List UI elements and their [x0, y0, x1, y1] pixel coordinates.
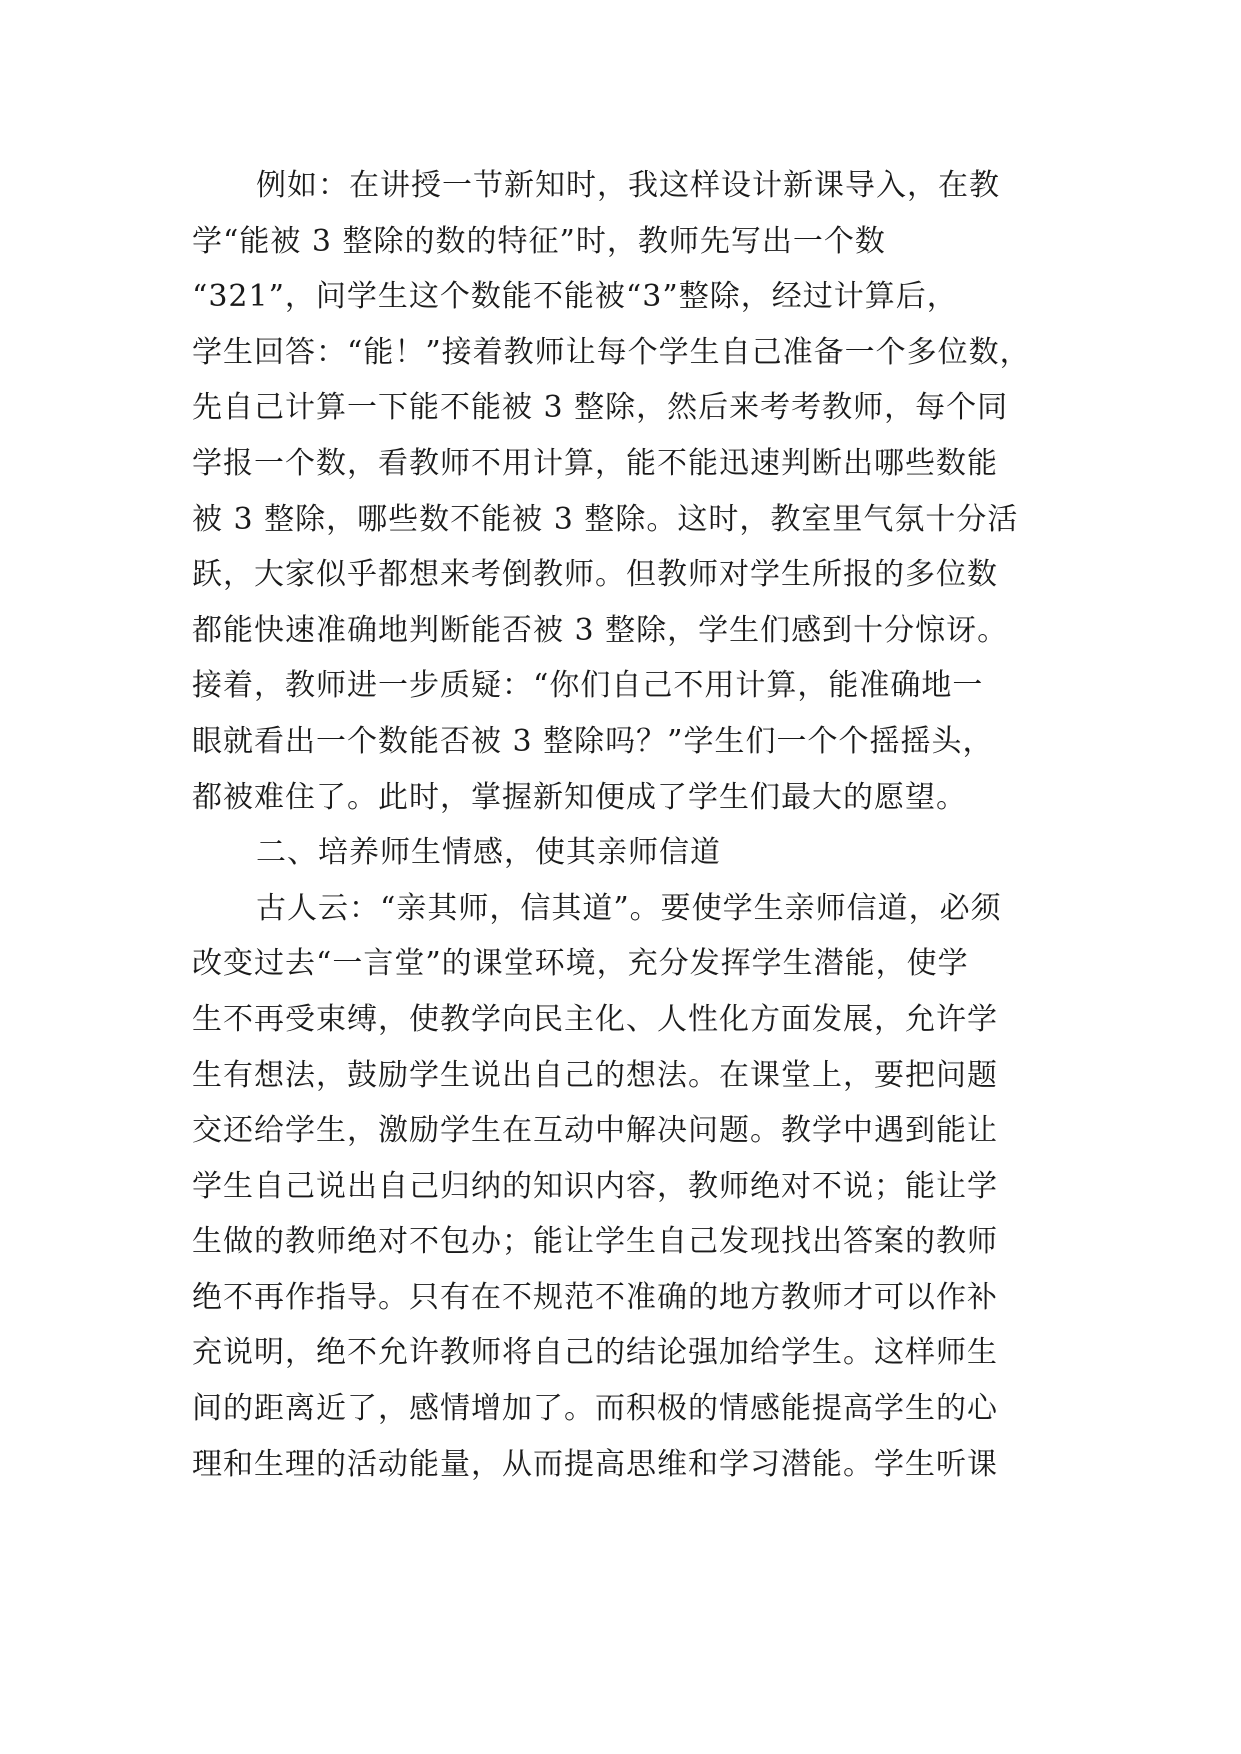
section-heading: 二、培养师生情感，使其亲师信道: [256, 835, 721, 871]
text-line: 生不再受束缚，使教学向民主化、人性化方面发展，允许学: [192, 1001, 998, 1037]
text-line: 绝不再作指导。只有在不规范不准确的地方教师才可以作补: [192, 1279, 998, 1315]
text-line: 先自己计算一下能不能被 3 整除，然后来考考教师，每个同: [192, 390, 1009, 426]
text-line: 理和生理的活动能量，从而提高思维和学习潜能。学生听课: [192, 1446, 998, 1482]
text-line: 眼就看出一个数能否被 3 整除吗？”学生们一个个摇摇头，: [192, 723, 994, 759]
text-line: 间的距离近了，感情增加了。而积极的情感能提高学生的心: [192, 1391, 998, 1427]
text-line: 都能快速准确地判断能否被 3 整除，学生们感到十分惊讶。: [192, 612, 1009, 648]
text-line: 充说明，绝不允许教师将自己的结论强加给学生。这样师生: [192, 1335, 998, 1371]
text-line: 学生回答：“能！”接着教师让每个学生自己准备一个多位数，: [192, 334, 1031, 370]
text-line: 学“能被 3 整除的数的特征”时，教师先写出一个数: [192, 223, 886, 259]
text-line: 接着，教师进一步质疑：“你们自己不用计算，能准确地一: [192, 668, 984, 704]
text-line: 都被难住了。此时，掌握新知便成了学生们最大的愿望。: [192, 779, 967, 815]
text-line: 学报一个数，看教师不用计算，能不能迅速判断出哪些数能: [192, 445, 998, 481]
text-line: 交还给学生，激励学生在互动中解决问题。教学中遇到能让: [192, 1113, 998, 1149]
text-line: 例如：在讲授一节新知时，我这样设计新课导入，在教: [256, 168, 1000, 203]
text-line: 生做的教师绝对不包办；能让学生自己发现找出答案的教师: [192, 1224, 998, 1260]
text-line: 生有想法，鼓励学生说出自己的想法。在课堂上，要把问题: [192, 1057, 998, 1093]
text-line: 被 3 整除，哪些数不能被 3 整除。这时，教室里气氛十分活: [192, 501, 1019, 537]
text-line: 改变过去“一言堂”的课堂环境，充分发挥学生潜能，使学: [192, 946, 969, 982]
text-line: 学生自己说出自己归纳的知识内容，教师绝对不说；能让学: [192, 1168, 998, 1204]
text-line: 古人云：“亲其师，信其道”。要使学生亲师信道，必须: [256, 890, 1002, 926]
body-text: [192, 158, 1072, 1492]
text-line: 跃，大家似乎都想来考倒教师。但教师对学生所报的多位数: [192, 557, 998, 593]
text-line: “321”，问学生这个数能不能被“3”整除，经过计算后，: [192, 279, 958, 315]
